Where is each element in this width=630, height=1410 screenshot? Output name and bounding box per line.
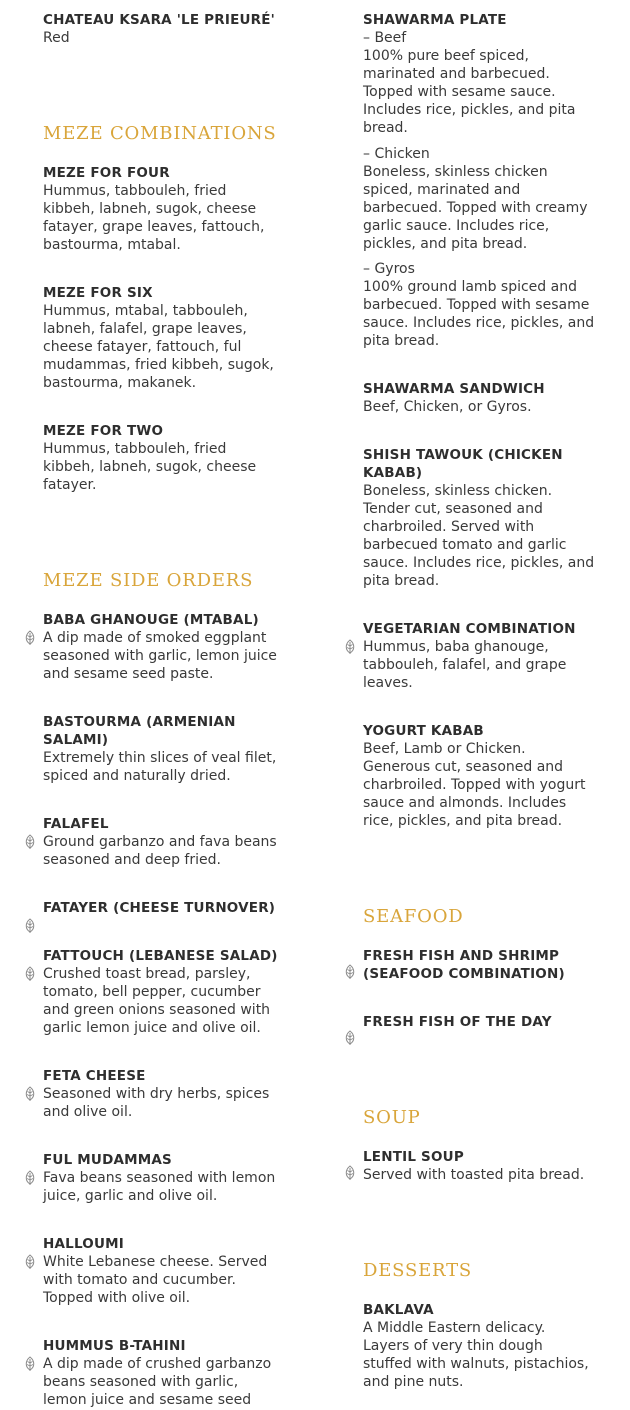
item-name: HUMMUS B-TAHINI: [43, 1338, 186, 1354]
menu-item-fatayer: [43, 899, 279, 917]
shawarma-option-chicken: [363, 145, 595, 253]
item-description: Beef, Chicken, or Gyros.: [363, 399, 532, 415]
item-name: LENTIL SOUP: [363, 1149, 464, 1165]
leaf-icon: [23, 1356, 37, 1372]
item-description: Red: [43, 30, 70, 46]
item-description: Boneless, skinless chicken. Tender cut, seasoned and charbroiled. Served with barbecued tomato and garlic sauce. Includes rice, pickles, and pita bread.: [363, 483, 595, 589]
item-name: SHAWARMA PLATE: [363, 12, 507, 28]
item-name: FRESH FISH OF THE DAY: [363, 1014, 552, 1030]
item-description: White Lebanese cheese. Served with tomato and cucumber. Topped with olive oil.: [43, 1254, 268, 1306]
shawarma-option-gyros: [363, 260, 595, 350]
item-name: MEZE FOR FOUR: [43, 165, 170, 181]
item-name: YOGURT KABAB: [363, 723, 484, 739]
leaf-icon: [23, 1086, 37, 1102]
item-name: BABA GHANOUGE (MTABAL): [43, 612, 259, 628]
leaf-icon: [23, 918, 37, 934]
item-name: FUL MUDAMMAS: [43, 1152, 172, 1168]
leaf-icon: [23, 966, 37, 982]
item-description: Ground garbanzo and fava beans seasoned and deep fried.: [43, 834, 277, 868]
item-description: A dip made of smoked eggplant seasoned with garlic, lemon juice and sesame seed paste.: [43, 630, 277, 682]
leaf-icon: [343, 964, 357, 980]
menu-item-falafel: [43, 815, 279, 869]
menu-item-lentil-soup: [363, 1148, 595, 1184]
menu-item-shawarma-plate: [363, 11, 595, 137]
item-name: FRESH FISH AND SHRIMP (SEAFOOD COMBINATION): [363, 948, 565, 982]
menu-item-baklava: [363, 1301, 595, 1391]
leaf-icon: [343, 1165, 357, 1181]
menu-item-hummus-b-tahini: [43, 1337, 279, 1409]
item-name: FATAYER (CHEESE TURNOVER): [43, 900, 276, 916]
menu-item-fresh-fish-of-the-day: [363, 1013, 595, 1031]
item-name: MEZE FOR TWO: [43, 423, 164, 439]
option-description-chicken: Boneless, skinless chicken spiced, marinated and barbecued. Topped with creamy garlic sauce. Includes rice, pickles, and pita bread.: [363, 164, 588, 252]
menu-item-fattouch: [43, 947, 279, 1037]
item-name: CHATEAU KSARA 'LE PRIEURÉ': [43, 12, 276, 28]
item-name: BASTOURMA (ARMENIAN SALAMI): [43, 714, 236, 748]
item-name: FETA CHEESE: [43, 1068, 146, 1084]
item-name: FATTOUCH (LEBANESE SALAD): [43, 948, 278, 964]
item-name: HALLOUMI: [43, 1236, 124, 1252]
section-title-meze-side-orders: MEZE SIDE ORDERS: [43, 570, 254, 591]
item-description: Crushed toast bread, parsley, tomato, bell pepper, cucumber and green onions seasoned with garlic lemon juice and olive oil.: [43, 966, 271, 1036]
menu-item-shish-tawouk: [363, 446, 595, 590]
menu-item-baba-ghanouge: [43, 611, 279, 683]
item-description: Beef, Lamb or Chicken. Generous cut, seasoned and charbroiled. Topped with yogurt sauce and almonds. Includes rice, pickles, and pita bread.: [363, 741, 586, 829]
menu-item-chateau-ksara: [43, 11, 279, 47]
section-title-soup: SOUP: [363, 1107, 421, 1128]
option-label-chicken: – Chicken: [363, 146, 430, 162]
menu-item-ful-mudammas: [43, 1151, 279, 1205]
option-label-gyros: – Gyros: [363, 261, 415, 277]
leaf-icon: [23, 834, 37, 850]
item-description: Hummus, mtabal, tabbouleh, labneh, falafel, grape leaves, cheese fatayer, fattouch, ful mudammas, fried kibbeh, sugok, bastourma, makanek.: [43, 303, 274, 391]
menu-item-vegetarian-combination: [363, 620, 595, 692]
item-name: FALAFEL: [43, 816, 109, 832]
menu-item-fresh-fish-and-shrimp: [363, 947, 595, 983]
item-description: Served with toasted pita bread.: [363, 1167, 585, 1183]
option-description-beef: 100% pure beef spiced, marinated and barbecued. Topped with sesame sauce. Includes rice, pickles, and pita bread.: [363, 48, 576, 136]
option-label-beef: – Beef: [363, 30, 407, 46]
item-description: Seasoned with dry herbs, spices and olive oil.: [43, 1086, 270, 1120]
menu-item-meze-for-four: [43, 164, 279, 254]
menu-item-yogurt-kabab: [363, 722, 595, 830]
item-name: BAKLAVA: [363, 1302, 434, 1318]
leaf-icon: [343, 1030, 357, 1046]
leaf-icon: [23, 1254, 37, 1270]
item-description: Hummus, tabbouleh, fried kibbeh, labneh, sugok, cheese fatayer.: [43, 441, 257, 493]
option-description-gyros: 100% ground lamb spiced and barbecued. Topped with sesame sauce. Includes rice, pickles, and pita bread.: [363, 279, 595, 349]
menu-item-meze-for-six: [43, 284, 279, 392]
menu-item-halloumi: [43, 1235, 279, 1307]
item-description: A Middle Eastern delicacy. Layers of very thin dough stuffed with walnuts, pistachios, and pine nuts.: [363, 1320, 589, 1390]
menu-item-meze-for-two: [43, 422, 279, 494]
section-title-meze-combinations: MEZE COMBINATIONS: [43, 123, 277, 144]
leaf-icon: [23, 1170, 37, 1186]
menu-item-bastourma: [43, 713, 279, 785]
item-description: Fava beans seasoned with lemon juice, garlic and olive oil.: [43, 1170, 276, 1204]
item-name: MEZE FOR SIX: [43, 285, 153, 301]
item-description: Extremely thin slices of veal filet, spiced and naturally dried.: [43, 750, 277, 784]
menu-item-shawarma-sandwich: [363, 380, 595, 416]
leaf-icon: [343, 639, 357, 655]
leaf-icon: [23, 630, 37, 646]
section-title-seafood: SEAFOOD: [363, 906, 464, 927]
item-description: A dip made of crushed garbanzo beans seasoned with garlic, lemon juice and sesame seed: [43, 1356, 272, 1408]
section-title-desserts: DESSERTS: [363, 1260, 473, 1281]
menu-item-feta-cheese: [43, 1067, 279, 1121]
item-name: SHAWARMA SANDWICH: [363, 381, 545, 397]
item-description: Hummus, tabbouleh, fried kibbeh, labneh, sugok, cheese fatayer, grape leaves, fattouch, bastourma, mtabal.: [43, 183, 265, 253]
item-name: VEGETARIAN COMBINATION: [363, 621, 576, 637]
item-description: Hummus, baba ghanouge, tabbouleh, falafel, and grape leaves.: [363, 639, 567, 691]
item-name: SHISH TAWOUK (CHICKEN KABAB): [363, 447, 563, 481]
